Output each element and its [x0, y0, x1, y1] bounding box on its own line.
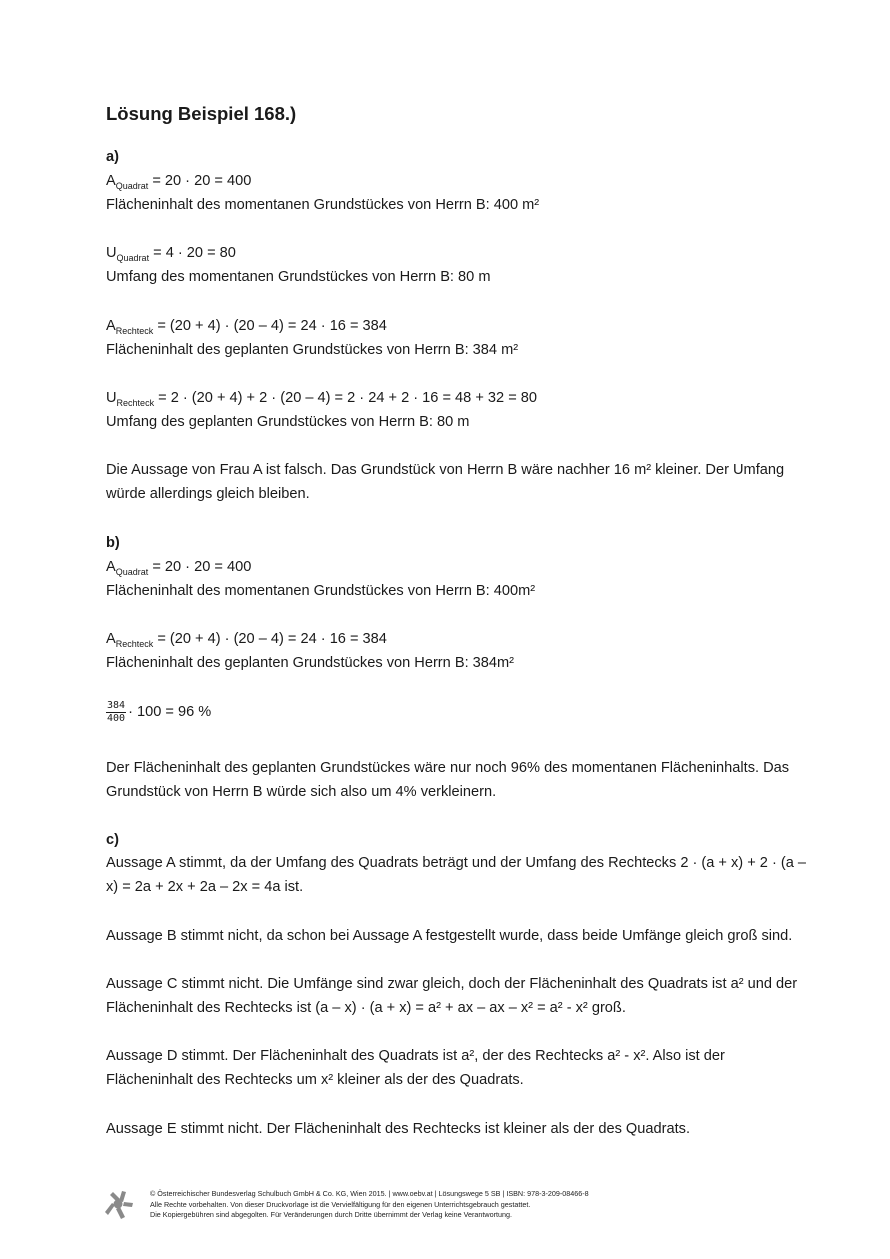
text-line: Flächeninhalt des Rechtecks ist (a – x) · (a + x) = a² + ax – ax – x² = a² - x² groß. [106, 1000, 626, 1016]
text-line: Aussage D stimmt. Der Flächeninhalt des Quadrats ist a², der des Rechtecks a² - x². Also ist der [106, 1048, 725, 1064]
text-line: Aussage C stimmt nicht. Die Umfänge sind zwar gleich, doch der Flächeninhalt des Quadrats ist a² und der [106, 976, 798, 992]
section-b-heading: b) [106, 535, 120, 551]
section-a-heading: a) [106, 149, 119, 165]
page-title: Lösung Beispiel 168.) [106, 103, 297, 124]
copyright-notice: © Österreichischer Bundesverlag Schulbuch GmbH & Co. KG, Wien 2015. | www.oebv.at | Lösungswege 5 SB | ISBN: 978-3-209-08466-8 Alle Rechte vorbehalten. Von dieser Druckvorlage ist die Vervielfältigung für den eigenen Unterrichtsgebrauch gestattet. Die Kopiergebühren sind abgegolten. Für Veränderungen durch Dritte übernimmt der Verlag keine Verantwortung. [150, 1189, 589, 1219]
text-line: x) = 2a + 2x + 2a – 2x = 4a ist. [106, 879, 304, 895]
formula-line: $A_{Rechteck} = (20 + 4) \cdot (20 - 4) = 24 \cdot 16 = 384$ [106, 318, 387, 336]
text-line: Flächeninhalt des momentanen Grundstückes von Herrn B: 400m² [106, 583, 536, 599]
text-line: Aussage A stimmt, da der Umfang des Quadrats beträgt und der Umfang des Rechtecks 2 · (a + x) + 2 · (a – [106, 855, 807, 871]
page-footer [104, 1188, 804, 1224]
text-line: Umfang des momentanen Grundstückes von Herrn B: 80 m [106, 269, 491, 285]
text-line: Der Flächeninhalt des geplanten Grundstückes wäre nur noch 96% des momentanen Flächeninhalts. Das [106, 760, 790, 776]
text-line: Flächeninhalt des Rechtecks um x² kleiner als der des Quadrats. [106, 1072, 524, 1088]
section-c-heading: c) [106, 832, 119, 848]
formula-line: $A_{Quadrat} = 20 \cdot 20 = 400$ [106, 559, 252, 577]
fraction-formula: $\frac{384}{400}$ · 100 = 96 % [107, 699, 212, 724]
fraction: $\frac{384}{400}$ [107, 699, 126, 724]
formula-line: $A_{Quadrat} = 20 \cdot 20 = 400$ [106, 173, 252, 191]
text-line: Flächeninhalt des geplanten Grundstückes von Herrn B: 384 m² [106, 342, 519, 358]
text-line: Aussage E stimmt nicht. Der Flächeninhalt des Rechtecks ist kleiner als der des Quadrats. [106, 1121, 691, 1137]
formula-line: $A_{Rechteck} = (20 + 4) \cdot (20 - 4) = 24 \cdot 16 = 384$ [106, 631, 387, 649]
text-line: Aussage B stimmt nicht, da schon bei Aussage A festgestellt wurde, dass beide Umfänge gleich groß sind. [106, 928, 793, 944]
text-line: Flächeninhalt des momentanen Grundstückes von Herrn B: 400 m² [106, 197, 540, 213]
text-line: würde allerdings gleich bleiben. [106, 486, 310, 502]
publisher-logo-icon [104, 1190, 134, 1220]
formula-line: $U_{Quadrat} = 4 \cdot 20 = 80$ [106, 245, 236, 263]
text-line: Grundstück von Herrn B würde sich also um 4% verkleinern. [106, 784, 497, 800]
text-line: Flächeninhalt des geplanten Grundstückes von Herrn B: 384m² [106, 655, 515, 671]
text-line: Umfang des geplanten Grundstückes von Herrn B: 80 m [106, 414, 470, 430]
text-line: Die Aussage von Frau A ist falsch. Das Grundstück von Herrn B wäre nachher 16 m² kleiner. Der Umfang [106, 462, 785, 478]
formula-line: $U_{Rechteck} = 2 \cdot (20 + 4) + 2 \cdot (20 - 4) = 2 \cdot 24 + 2 \cdot 16 = 48 + 32 = 80$ [106, 390, 538, 408]
